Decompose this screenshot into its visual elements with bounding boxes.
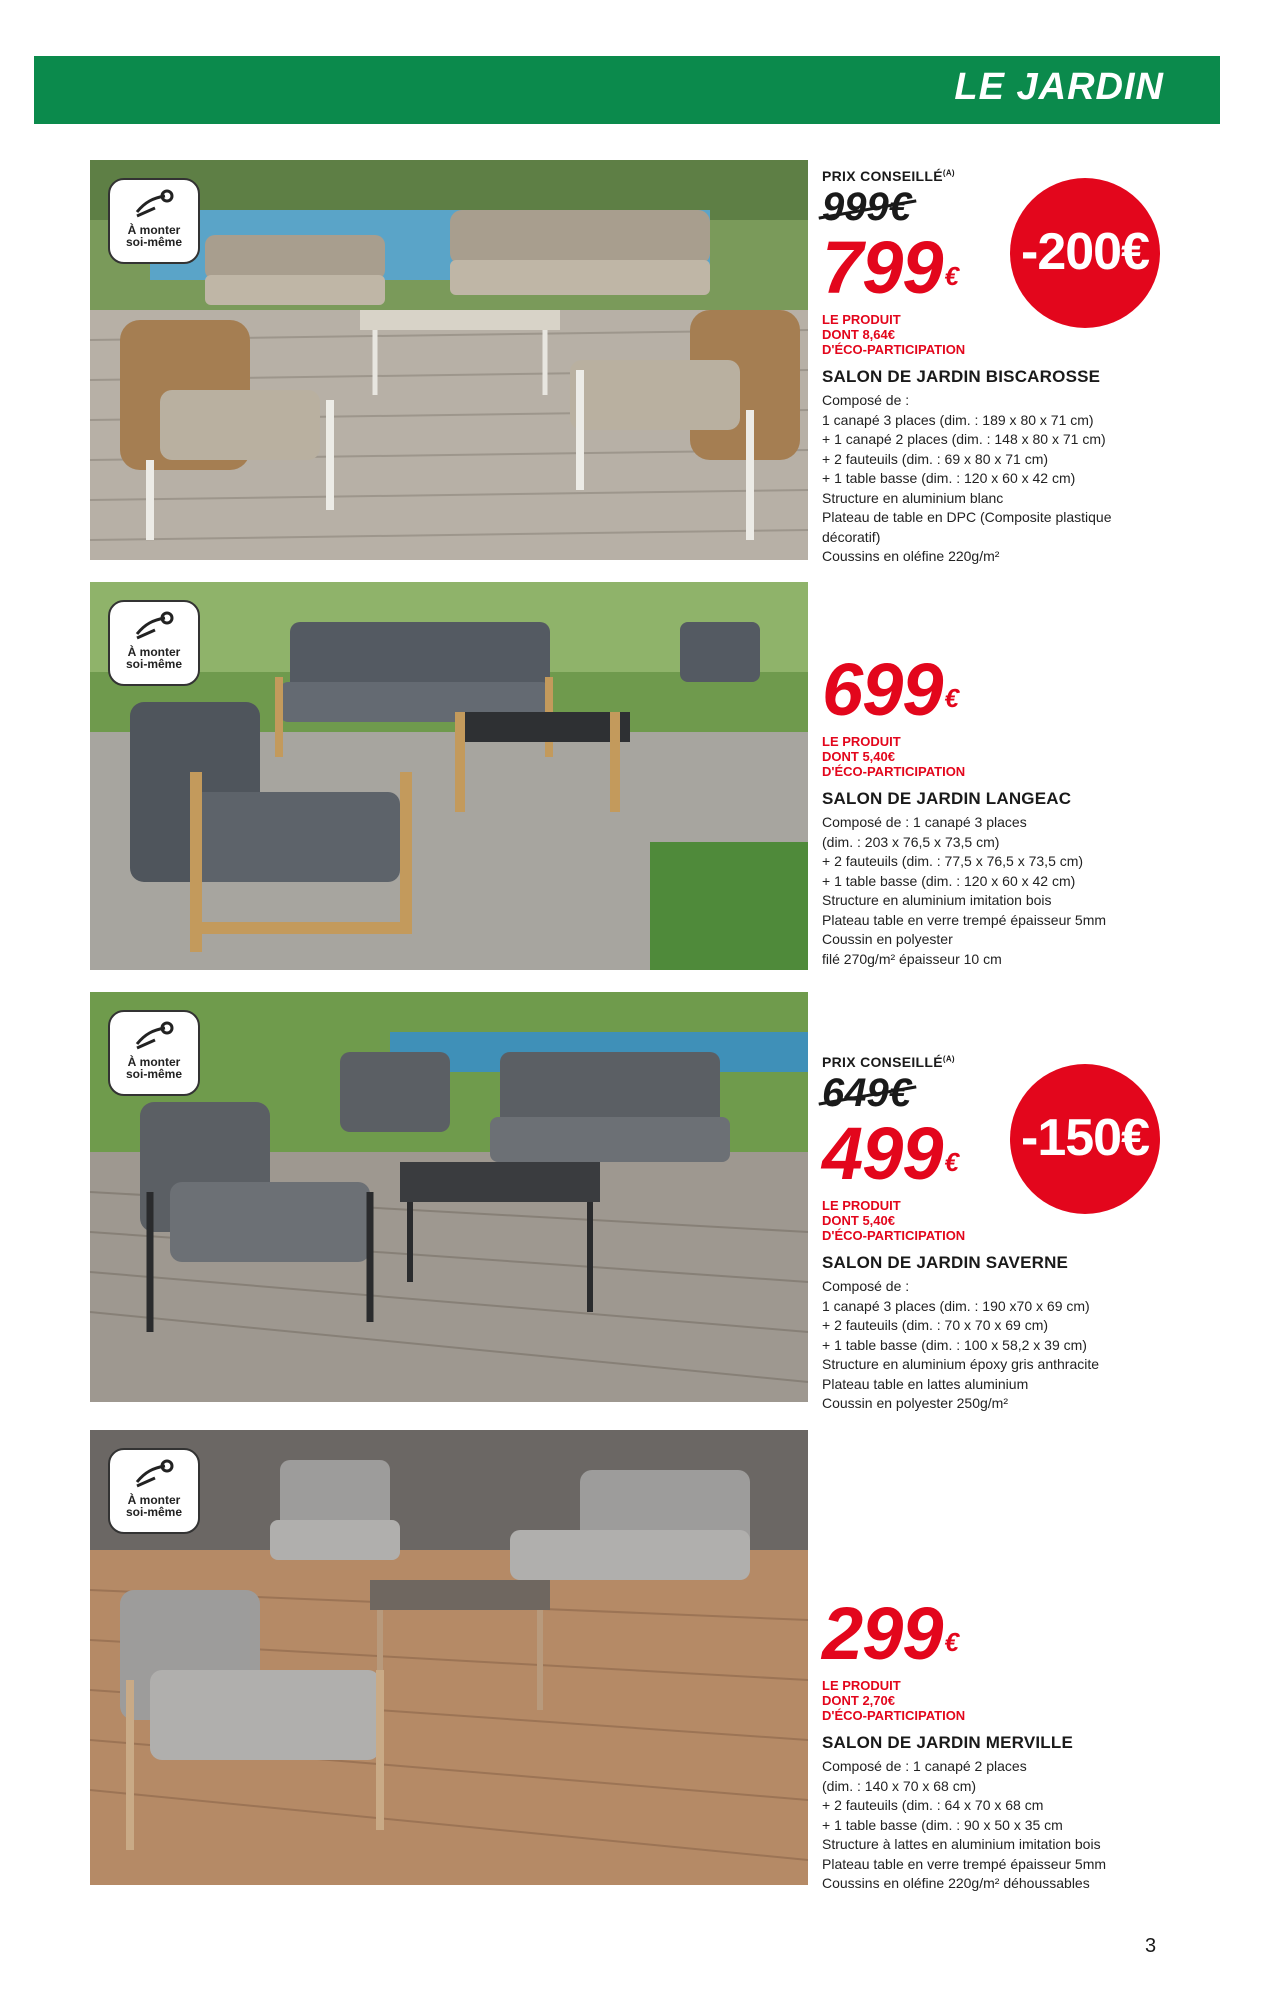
product-name: SALON DE JARDIN BISCAROSSE [822, 367, 1101, 386]
section-title: LE JARDIN [954, 66, 1164, 108]
current-price: 299€ [822, 1592, 958, 1675]
self-assembly-badge [108, 1448, 200, 1534]
product-details: Composé de : 1 canapé 3 places (dim. : 189 x 80 x 71 cm) + 1 canapé 2 places (dim. : 148 x 80 x 71 cm) + 2 fauteuils (dim. : 69 x 80 x 71 cm) + 1 table basse (dim. : 120 x 60 x 42 cm) Structure en aluminium blanc Plateau de table en DPC (Composite plastique décoratif) Coussins en oléfine 220g/m² [822, 392, 1112, 564]
product-details: Composé de : 1 canapé 3 places (dim. : 203 x 76,5 x 73,5 cm) + 2 fauteuils (dim. : 77,5 x 76,5 x 73,5 cm) + 1 table basse (dim. : 120 x 60 x 42 cm) Structure en aluminium imitation bois Plateau table en verre trempé épaisseur 5mm Coussin en polyester filé 270g/m² épaisseur 10 cm [822, 814, 1107, 967]
old-price: 999€ [822, 185, 911, 229]
product-image-merville [90, 1430, 808, 1885]
product-name: SALON DE JARDIN MERVILLE [822, 1733, 1074, 1752]
product-image-biscarosse [90, 160, 808, 560]
wrench-hand-icon [131, 1456, 177, 1492]
eco-participation: LE PRODUIT DONT 2,70€ D'ÉCO-PARTICIPATION [822, 1678, 966, 1723]
product-name: SALON DE JARDIN LANGEAC [822, 789, 1072, 808]
self-assembly-badge [108, 1010, 200, 1096]
badge-label: À monter soi-même [125, 1055, 183, 1081]
product-details: Composé de : 1 canapé 2 places (dim. : 140 x 70 x 68 cm) + 2 fauteuils (dim. : 64 x 70 x 68 cm + 1 table basse (dim. : 90 x 50 x 35 cm Structure à lattes en aluminium imitation bois Plateau table en verre trempé épaisseur 5mm Coussins en oléfine 220g/m² déhoussables [822, 1758, 1107, 1891]
self-assembly-badge [108, 600, 200, 686]
discount-badge: -200€ [1010, 178, 1160, 328]
badge-label: À monter soi-même [125, 1493, 183, 1519]
current-price: 699€ [822, 648, 958, 731]
self-assembly-badge [108, 178, 200, 264]
wrench-hand-icon [131, 1018, 177, 1054]
badge-label: À monter soi-même [125, 223, 183, 249]
product-image-langeac [90, 582, 808, 970]
discount-badge: -150€ [1010, 1064, 1160, 1214]
product-info-langeac [822, 650, 1222, 969]
product-image-saverne [90, 992, 808, 1402]
badge-label: À monter soi-même [125, 645, 183, 671]
product-info-merville [822, 1594, 1222, 1894]
prix-conseille-label: PRIX $CONSEILLÉ^{(A)}$ [822, 168, 955, 184]
product-details: Composé de : 1 canapé 3 places (dim. : 190 x70 x 69 cm) + 2 fauteuils (dim. : 70 x 70 x 69 cm) + 1 table basse (dim. : 100 x 58,2 x 39 cm) Structure en aluminium époxy gris anthracite Plateau table en lattes aluminium Coussin en polyester 250g/m² [822, 1278, 1100, 1411]
current-price: 799€ [822, 226, 958, 309]
eco-participation: LE PRODUIT DONT 5,40€ D'ÉCO-PARTICIPATION [822, 734, 966, 779]
wrench-hand-icon [131, 608, 177, 644]
page-number: 3 [1145, 1935, 1157, 1957]
eco-participation: LE PRODUIT DONT 8,64€ D'ÉCO-PARTICIPATION [822, 312, 966, 357]
prix-conseille-label: PRIX $CONSEILLÉ^{(A)}$ [822, 1054, 955, 1070]
product-name: SALON DE JARDIN SAVERNE [822, 1253, 1069, 1272]
wrench-hand-icon [131, 186, 177, 222]
eco-participation: LE PRODUIT DONT 5,40€ D'ÉCO-PARTICIPATION [822, 1198, 966, 1243]
current-price: 499€ [822, 1112, 958, 1195]
section-header-bar [34, 56, 1220, 124]
old-price: 649€ [822, 1071, 911, 1115]
